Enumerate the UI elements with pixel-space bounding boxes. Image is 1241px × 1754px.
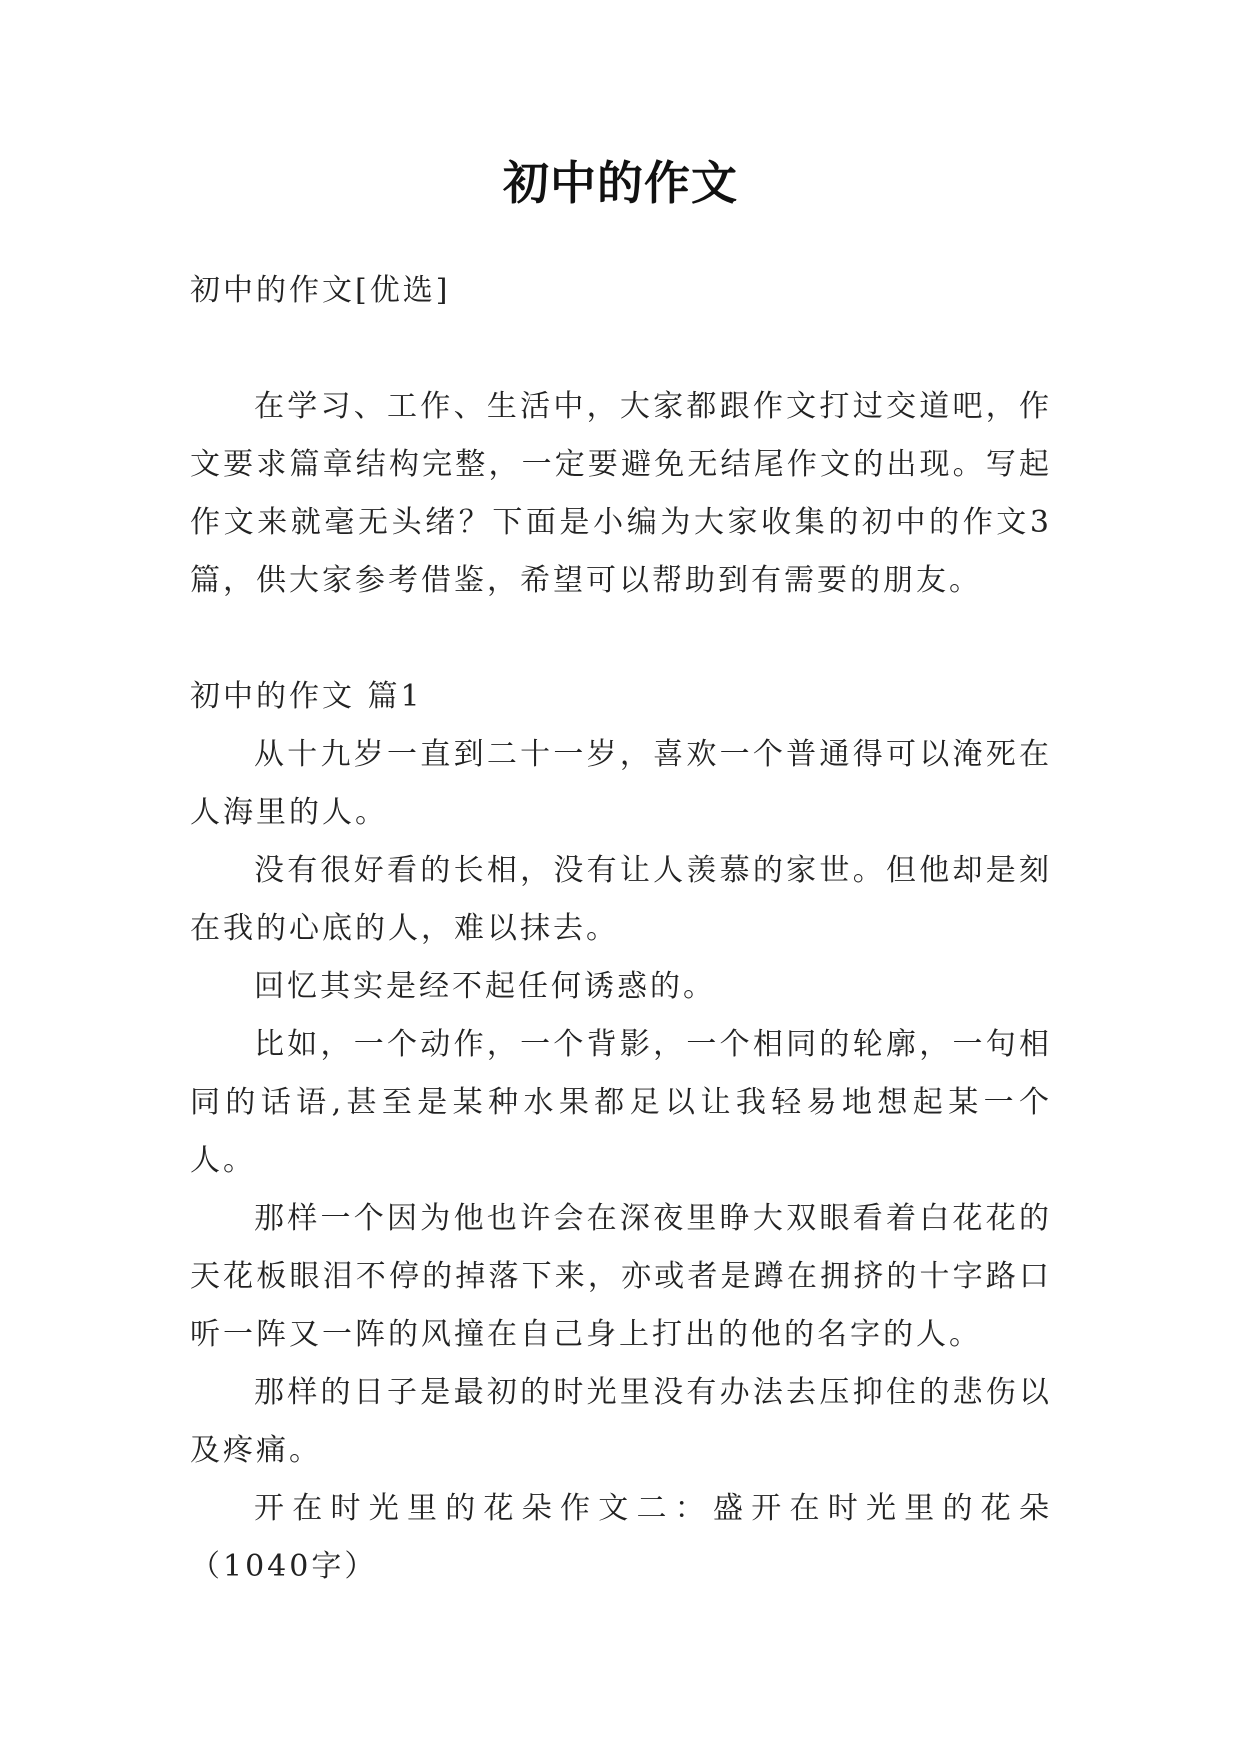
document-subtitle: 初中的作文[优选] xyxy=(190,273,451,308)
document-body xyxy=(190,262,1052,1596)
body-paragraph: 回忆其实是经不起任何诱惑的。 xyxy=(254,969,716,1004)
body-paragraph: 比如，一个动作，一个背影，一个相同的轮廓，一句相同的话语,甚至是某种水果都足以让我轻易地想起某一个人。 xyxy=(190,1027,1052,1178)
body-paragraph: 从十九岁一直到二十一岁，喜欢一个普通得可以淹死在人海里的人。 xyxy=(190,737,1052,830)
document-title: 初中的作文 xyxy=(503,156,738,210)
section-heading: 初中的作文 篇1 xyxy=(190,679,423,714)
body-paragraph: 开在时光里的花朵作文二：盛开在时光里的花朵（1040字） xyxy=(190,1491,1052,1584)
body-paragraph: 那样的日子是最初的时光里没有办法去压抑住的悲伤以及疼痛。 xyxy=(190,1375,1052,1468)
intro-paragraph: 在学习、工作、生活中，大家都跟作文打过交道吧，作文要求篇章结构完整，一定要避免无结尾作文的出现。写起作文来就毫无头绪？下面是小编为大家收集的初中的作文3篇，供大家参考借鉴，希望可以帮助到有需要的朋友。 xyxy=(190,389,1052,598)
body-paragraph: 那样一个因为他也许会在深夜里睁大双眼看着白花花的天花板眼泪不停的掉落下来，亦或者是蹲在拥挤的十字路口听一阵又一阵的风撞在自己身上打出的他的名字的人。 xyxy=(190,1201,1052,1352)
body-paragraph: 没有很好看的长相，没有让人羡慕的家世。但他却是刻在我的心底的人，难以抹去。 xyxy=(190,853,1052,946)
